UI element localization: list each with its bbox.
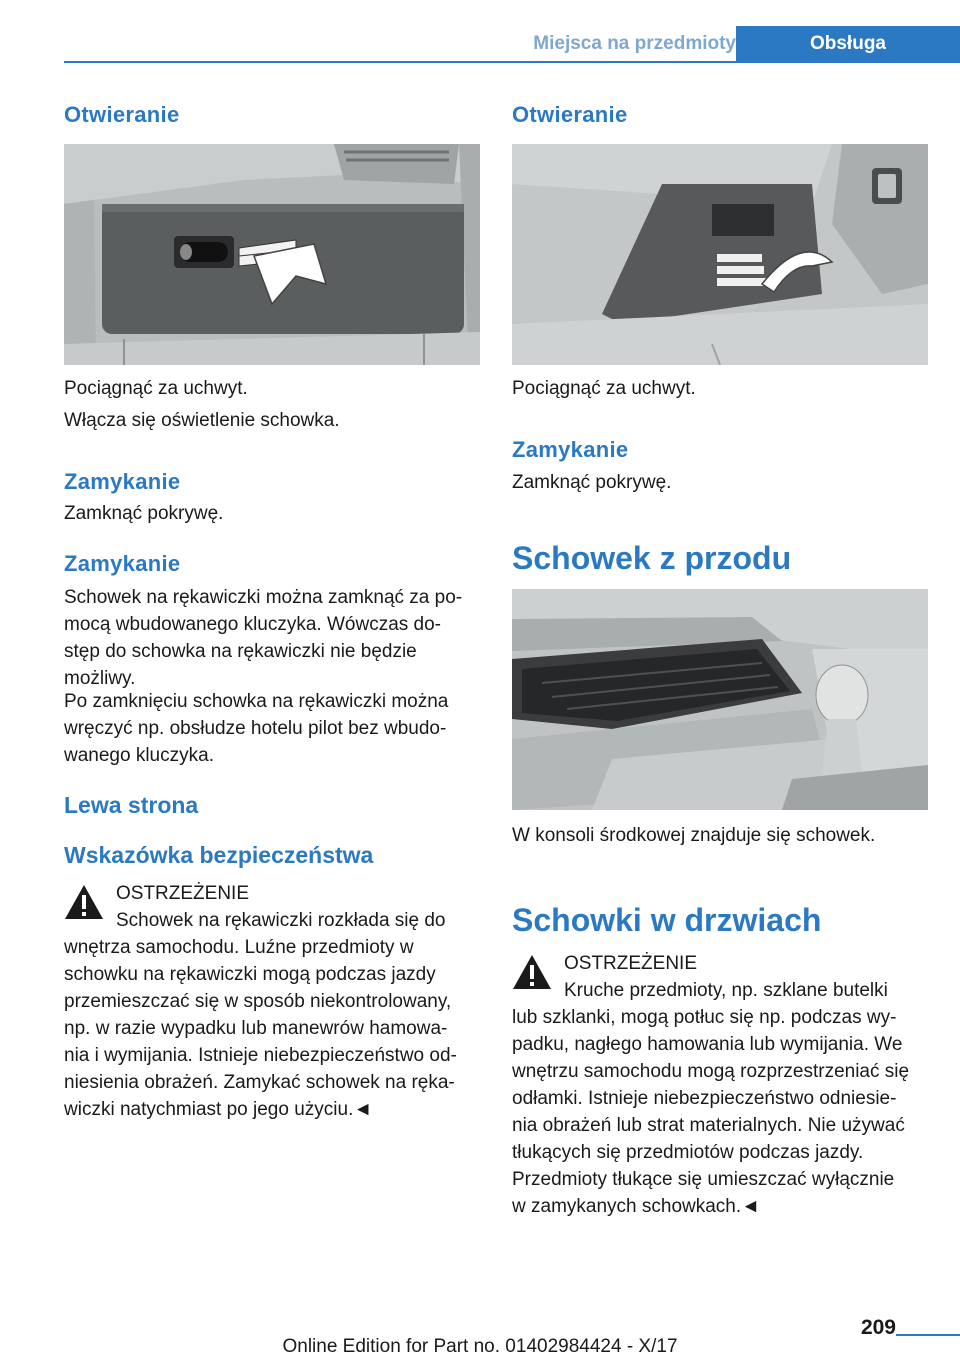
compartment-illustration [512,144,928,365]
text-light-on: Włącza się oświetlenie schowka. [64,410,340,431]
warning-line: w zamykanych schowkach.◄ [512,1196,760,1217]
text-line: wręczyć np. obsłudze hotelu pilot bez wbudo‐ [64,718,447,739]
heading-safety-note: Wskazówka bezpieczeństwa [64,842,374,868]
text-line: wanego kluczyka. [64,745,214,766]
warning-line: nia i wymijania. Istnieje niebezpieczeństwo od‐ [64,1045,457,1066]
text-line: możliwy. [64,668,136,689]
text-close-lid-left: Zamknąć pokrywę. [64,503,224,524]
text-line: mocą wbudowanego kluczyka. Wówczas do‐ [64,614,442,635]
heading-closing-1: Zamykanie [64,469,181,494]
warning-line: wnętrzu samochodu mogą rozprzestrzeniać się [512,1061,910,1082]
footer-edition: Online Edition for Part no. 01402984424 - X/17 [282,1336,678,1357]
header-rule [64,61,960,63]
warning-title: OSTRZEŻENIE [564,953,698,974]
console-illustration [512,589,928,810]
figure-glovebox-handle [64,144,480,365]
warning-triangle-icon [64,884,104,920]
chapter-tab: Obsługa [736,26,960,62]
warning-triangle-icon [512,954,552,990]
heading-closing-2: Zamykanie [64,551,181,576]
warning-title: OSTRZEŻENIE [116,883,250,904]
warning-line: tłukących się przedmiotów podczas jazdy. [512,1142,864,1163]
warning-line: Przedmioty tłukące się umieszczać wyłącznie [512,1169,895,1190]
warning-line: padku, nagłego hamowania lub wymijania. We [512,1034,903,1055]
text-line: Po zamknięciu schowka na rękawiczki można [64,691,449,712]
figure-compartment-handle [512,144,928,365]
heading-opening-right: Otwieranie [512,102,628,127]
warning-line: wnętrza samochodu. Luźne przedmioty w [64,937,414,958]
text-lock-with-key [64,584,480,692]
text-line: stęp do schowka na rękawiczki nie będzie [64,641,417,662]
warning-line: odłamki. Istnieje niebezpieczeństwo odniesie‐ [512,1088,897,1109]
page-number: 209 [860,1316,896,1339]
text-pull-handle-left: Pociągnąć za uchwyt. [64,378,248,399]
glovebox-illustration [64,144,480,365]
heading-left-side: Lewa strona [64,792,199,818]
text-center-console: W konsoli środkowej znajduje się schowek. [512,825,876,846]
text-line: Schowek na rękawiczki można zamknąć za po‐ [64,587,463,608]
section-title: Miejsca na przedmioty [533,33,736,54]
warning-line: niesienia obrażeń. Zamykać schowek na ręka‐ [64,1072,455,1093]
text-valet-remote [64,688,480,769]
figure-center-console [512,589,928,810]
warning-box-right [512,950,928,1220]
heading-opening-left: Otwieranie [64,102,180,127]
warning-line: np. w razie wypadku lub manewrów hamowa‐ [64,1018,448,1039]
warning-line: wiczki natychmiast po jego użyciu.◄ [64,1099,373,1120]
warning-line: Kruche przedmioty, np. szklane butelki [564,980,888,1001]
warning-box-left [64,880,480,1123]
warning-line: przemieszczać się w sposób niekontrolowany, [64,991,452,1012]
heading-front-compartment: Schowek z przodu [512,540,792,576]
text-close-lid-right: Zamknąć pokrywę. [512,472,672,493]
heading-closing-right: Zamykanie [512,437,629,462]
warning-line: schowku na rękawiczki mogą podczas jazdy [64,964,436,985]
text-pull-handle-right: Pociągnąć za uchwyt. [512,378,696,399]
warning-line: nia obrażeń lub strat materialnych. Nie używać [512,1115,905,1136]
heading-door-compartments: Schowki w drzwiach [512,902,822,938]
warning-line: Schowek na rękawiczki rozkłada się do [116,910,446,931]
warning-line: lub szklanki, mogą potłuc się np. podczas wy‐ [512,1007,897,1028]
